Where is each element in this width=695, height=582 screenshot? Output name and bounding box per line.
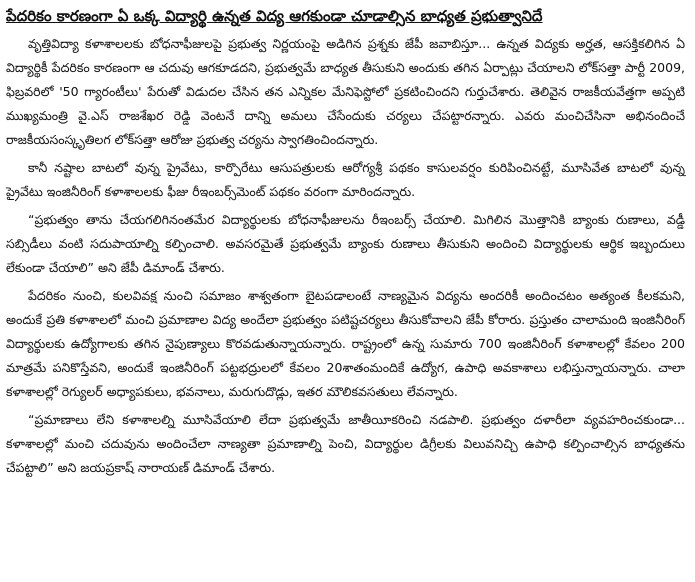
article-paragraph: “ప్రభుత్వం తాను చేయగలిగినంతమేర విద్యార్థులకు బోధనాఫీజులను రీఇంబర్స్ చేయాలి. మిగిలిన మొత్తానికి బ్యాంకు రుణాలు, వడ్డీ సబ్సిడీలు వంటి సదుపాయాల్ని కల్పించాలి. అవసరమైతే ప్రభుత్వమే బ్యాంకు రుణాలు తీసుకుని అందించి విద్యార్థులకు ఆర్థిక ఇబ్బందులు లేకుండా చేయాలి” అని జేపీ డిమాండ్ చేశారు. (6, 212, 685, 275)
article-paragraph: పేదరికం నుంచి, కులవివక్ష నుంచి సమాజం శాశ్వతంగా బైటపడాలంటే నాణ్యమైన విద్యను అందరికీ అందించటం అత్యంత కీలకమని, అందుకే ప్రతి కళాశాలలో మంచి ప్రమాణాల విద్య అందేలా ప్రభుత్వం పటిష్టచర్యలు తీసుకోవాలని జేపీ కోరారు. ప్రస్తుతం చాలామంది ఇంజినీరింగ్ విద్యార్థులకు ఉద్యోగాలకు తగిన నైపుణ్యాలు కొరవడుతున్నాయన్నారు. రాష్ట్రంలో ఉన్న సుమారు 700 ఇంజినీరింగ్ కళాశాలల్లో కేవలం 200 మాత్రమే పనికొస్తేవని, అందుకే ఇంజినీరింగ్ పట్టభద్రులలో కేవలం 20శాతంమందికే ఉద్యోగ, ఉపాధి అవకాశాలు లభిస్తున్నాయన్నారు. చాలా కళాశాలల్లో రెగ్యులర్ అధ్యాపకులు, భవనాలు, మరుగుదొడ్లు, ఇతర మౌలికవసతులు లేవన్నారు. (6, 288, 685, 399)
article-paragraph: “ప్రమాణాలు లేని కళాశాలల్ని మూసివేయాలి లేదా ప్రభుత్వమే జాతీయీకరించి నడపాలి. ప్రభుత్వం దళారీలా వ్యవహరించకుండా... కళాశాలల్లో మంచి చదువును అందించేలా నాణ్యతా ప్రమాణాల్ని పెంచి, విద్యార్థుల డిగ్రీలకు విలువనిచ్చి ఉపాధి కల్పించాల్సిన బాధ్యతను చేపట్టాలి” అని జయప్రకాష్ నారాయణ్ డిమాండ్ చేశారు. (6, 412, 685, 475)
article-paragraph: వృత్తివిద్యా కళాశాలలకు బోధనాఫీజులపై ప్రభుత్వ నిర్ణయంపై అడిగిన ప్రశ్నకు జేపీ జవాబిస్తూ... ఉన్నత విద్యకు అర్హత, ఆసక్తికలిగిన ఏ విద్యార్థికీ పేదరికం కారణంగా ఆ చదువు ఆగకూడదని, ప్రభుత్వమే బాధ్యత తీసుకుని అందుకు తగిన ఏర్పాట్లు చేయాలని లోక్‌సత్తా పార్టీ 2009, ఫిబ్రవరిలో '50 గ్యారంటీలు' పేరుతో విడుదల చేసిన తన ఎన్నికల మేనిఫెస్టోలో ప్రకటించిందని గుర్తుచేశారు. తెలివైన రాజకీయవేత్తగా అప్పటి ముఖ్యమంత్రి వై.ఎస్ రాజశేఖర రెడ్డి వెంటనే దాన్ని అమలు చేసేందుకు చర్యలు చేపట్టారన్నారు. ఎవరు మంచిచేసినా అభినందించే రాజకీయసంస్కృతిలగ లోక్‌సత్తా ఆరోజు ప్రభుత్వ చర్యను స్వాగతించిందన్నారు. (6, 36, 685, 147)
article-paragraph: కానీ నష్టాల బాటలో వున్న ప్రైవేటు, కార్పొరేటు ఆసుపత్రులకు ఆరోగ్యశ్రీ పథకం కాసులవర్షం కురిపించినట్టే, మూసివేత బాటలో వున్న ప్రైవేటు ఇంజినీరింగ్ కళాశాలలకు ఫీజు రీఇంబర్స్‌మెంట్ పథకం వరంగా మారిందన్నారు. (6, 160, 685, 199)
article-headline: పేదరికం కారణంగా ఏ ఒక్క విద్యార్థి ఉన్నత విద్య ఆగకుండా చూడాల్సిన బాధ్యత ప్రభుత్వానిదే (6, 7, 543, 25)
